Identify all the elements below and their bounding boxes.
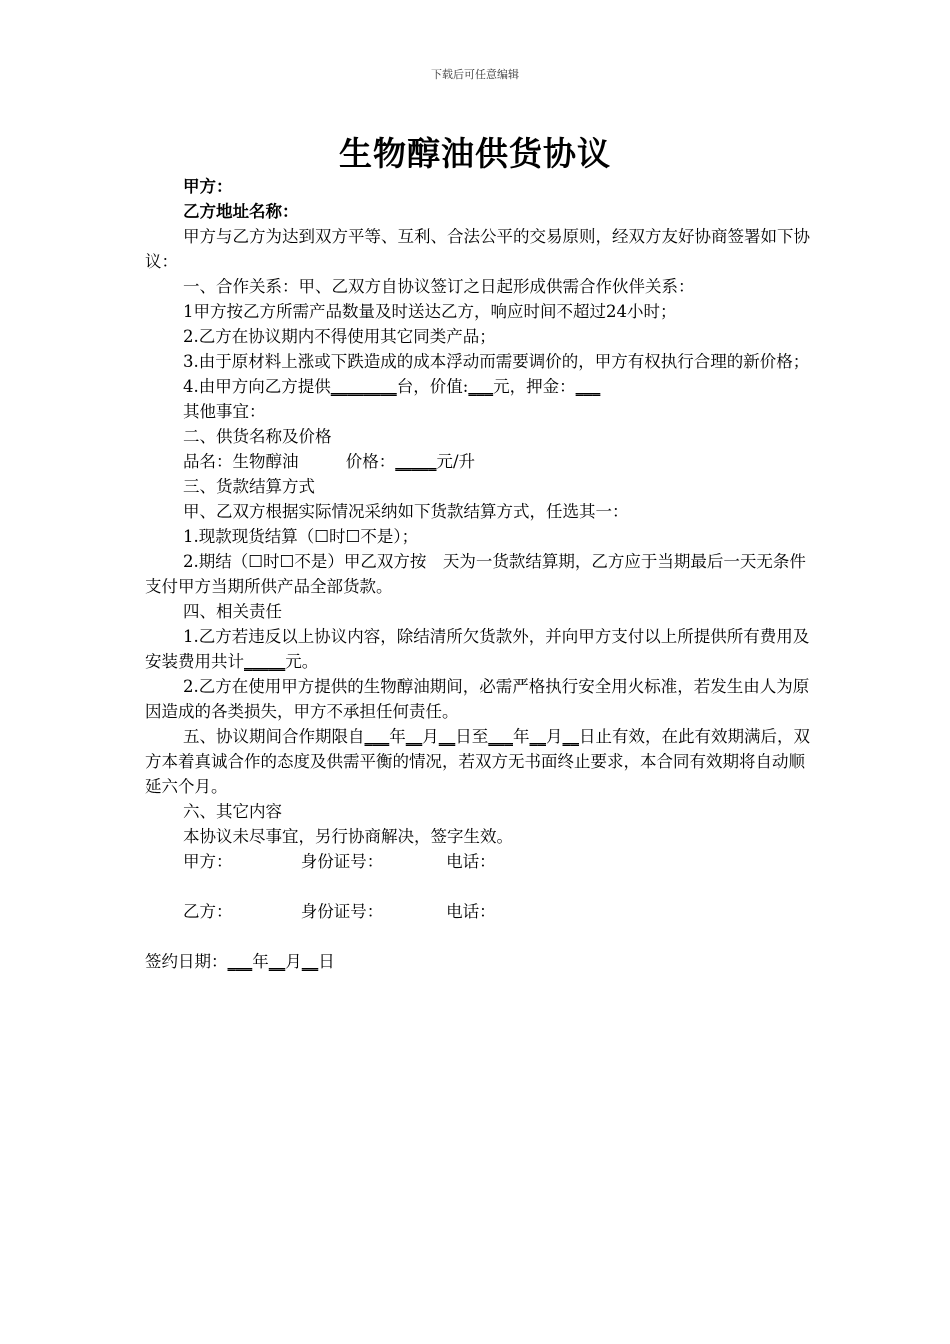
document-title: 生物醇油供货协议 <box>339 134 611 173</box>
sig-b-id: 身份证号： <box>300 902 384 921</box>
price-label: 价格： <box>345 452 396 471</box>
item-1-text-b: 元。 <box>285 652 319 671</box>
price-blank: _____ <box>395 452 437 471</box>
date-year-blank: ___ <box>227 952 253 971</box>
s5-day-to-text: 日至 <box>455 727 489 746</box>
party-b-label: 乙方地址名称： <box>183 202 299 221</box>
end-year-blank: ___ <box>488 727 513 746</box>
section-4-item-2: 2.乙方在使用甲方提供的生物醇油期间，必需严格执行安全用火标准，若发生由人为原因造成的各类损失，甲方不承担任何责任。 <box>145 677 810 721</box>
party-a-label: 甲方： <box>183 177 233 196</box>
section-3-intro: 甲、乙双方根据实际情况采纳如下货款结算方式，任选其一： <box>183 502 629 521</box>
start-month-blank: __ <box>405 727 423 746</box>
section-1-item-1: 1甲方按乙方所需产品数量及时送达乙方，响应时间不超过24小时； <box>183 302 677 321</box>
intro-paragraph: 甲方与乙方为达到双方平等、互利、合法公平的交易原则，经双方友好协商签署如下协议： <box>145 227 810 271</box>
date-label: 签约日期： <box>145 952 228 971</box>
section-6-heading: 六、其它内容 <box>183 802 282 821</box>
section-4-item-1 <box>145 624 815 674</box>
product-line <box>145 449 815 474</box>
product-name: 品名：生物醇油 <box>183 452 299 471</box>
sig-a-party: 甲方： <box>183 852 233 871</box>
signature-line-b <box>145 899 815 924</box>
section-2-heading: 二、供货名称及价格 <box>183 427 332 446</box>
sig-a-id: 身份证号： <box>300 852 384 871</box>
section-3-item-1: 1.现款现货结算（☐时☐不是）； <box>183 527 419 546</box>
item-1-text-a: 1.乙方若违反以上协议内容，除结清所欠货款外，并向甲方支付以上所提供所有费用及安装费用共计 <box>145 627 810 671</box>
section-3-heading: 三、货款结算方式 <box>183 477 315 496</box>
signature-line-a <box>145 849 815 874</box>
section-4-heading: 四、相关责任 <box>183 602 282 621</box>
quantity-blank: ________ <box>330 377 397 396</box>
s5-year-text-2: 年 <box>513 727 530 746</box>
other-matters: 其他事宜： <box>183 402 266 421</box>
start-day-blank: __ <box>438 727 456 746</box>
start-year-blank: ___ <box>364 727 390 746</box>
deposit-blank: ___ <box>575 377 601 396</box>
date-day-text: 日 <box>318 952 335 971</box>
s5-year-text: 年 <box>389 727 406 746</box>
s5-month-text-2: 月 <box>546 727 563 746</box>
end-month-blank: __ <box>529 727 546 746</box>
sig-b-party: 乙方： <box>183 902 233 921</box>
signing-date <box>145 949 815 974</box>
date-day-blank: __ <box>301 952 319 971</box>
section-3-item-2: 2.期结（☐时☐不是）甲乙双方按 天为一货款结算期，乙方应于当期最后一天无条件支付甲方当期所供产品全部货款。 <box>145 552 806 596</box>
document-body <box>145 174 815 974</box>
item-4-text-a: 4.由甲方向乙方提供 <box>183 377 331 396</box>
header-note: 下载后可任意编辑 <box>431 68 519 81</box>
section-1-heading: 一、合作关系：甲、乙双方自协议签订之日起形成供需合作伙伴关系： <box>183 277 695 296</box>
sig-b-phone: 电话： <box>446 902 496 921</box>
item-4-text-b: 台，价值: <box>396 377 469 396</box>
s5-month-text: 月 <box>422 727 439 746</box>
value-blank: ___ <box>468 377 494 396</box>
price-unit: 元/升 <box>436 452 476 471</box>
sig-a-phone: 电话： <box>446 852 496 871</box>
section-5-paragraph <box>145 724 815 799</box>
s5-text-a: 五、协议期间合作期限自 <box>183 727 365 746</box>
item-4-text-c: 元，押金： <box>493 377 576 396</box>
s5-text-b: 日止有效，在此有效期满后，双方本着真诚合作的态度及供需平衡的情况，若双方无书面终止要求，本合同有效期将自动顺延六个月。 <box>145 727 810 796</box>
section-1-item-4 <box>145 374 815 399</box>
total-fee-blank: _____ <box>244 652 286 671</box>
end-day-blank: __ <box>562 727 579 746</box>
section-6-text: 本协议未尽事宜，另行协商解决，签字生效。 <box>183 827 513 846</box>
section-1-item-3: 3.由于原材料上涨或下跌造成的成本浮动而需要调价的，甲方有权执行合理的新价格； <box>183 352 810 371</box>
date-month-text: 月 <box>285 952 302 971</box>
date-year-text: 年 <box>252 952 269 971</box>
date-month-blank: __ <box>268 952 286 971</box>
section-1-item-2: 2.乙方在协议期内不得使用其它同类产品； <box>183 327 496 346</box>
